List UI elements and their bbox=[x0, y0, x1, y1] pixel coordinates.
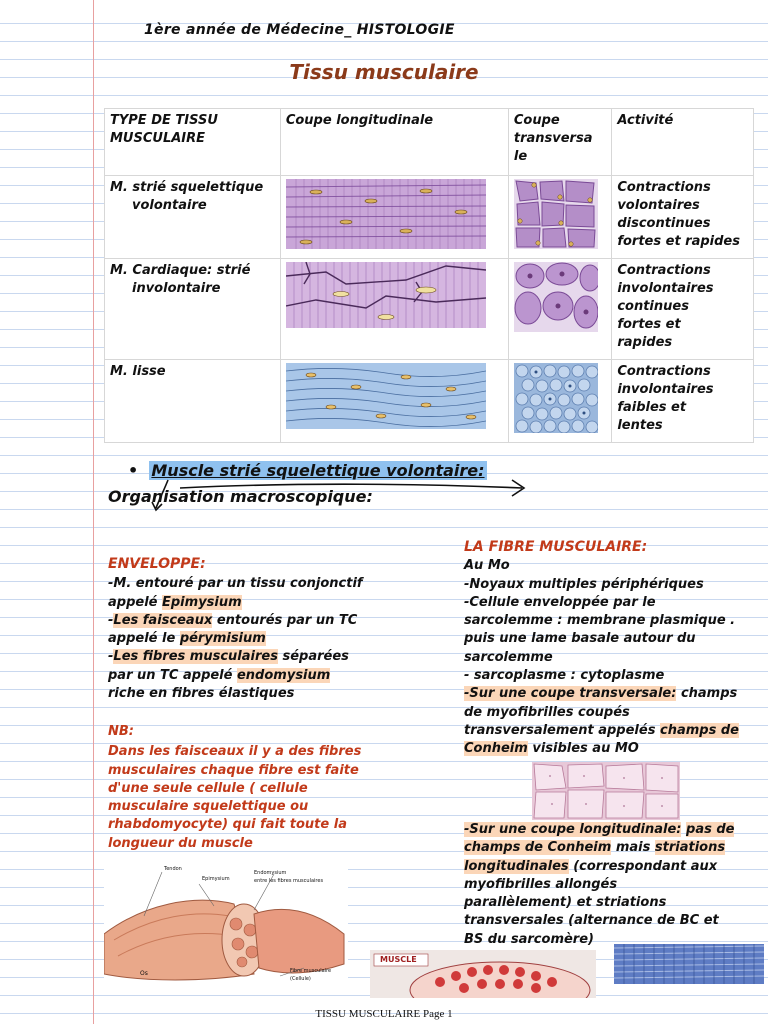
term-endomysium: endomysium bbox=[236, 667, 331, 683]
text-span: entourés par un TC bbox=[212, 612, 358, 628]
text-span: champs bbox=[676, 686, 738, 702]
header-cell-type: TYPE DE TISSU MUSCULAIRE bbox=[105, 109, 281, 176]
term-perymisium: pérymisium bbox=[179, 631, 266, 647]
activity-line: volontaires bbox=[617, 198, 700, 213]
conheim-fields-micrograph bbox=[532, 762, 680, 820]
activity-cell bbox=[612, 360, 754, 443]
muscle-types-table bbox=[104, 108, 754, 443]
activity-line: faibles et bbox=[617, 400, 687, 415]
figure-label-endomysium: Endomysium bbox=[254, 870, 287, 876]
activity-cell bbox=[612, 259, 754, 360]
term-faisceaux: Les faisceaux bbox=[113, 612, 213, 628]
term-striations: striations bbox=[654, 840, 726, 856]
fibre-au-mo: Au Mo bbox=[464, 558, 510, 574]
enveloppe-block bbox=[108, 555, 438, 703]
nb-heading: NB: bbox=[108, 724, 134, 739]
enveloppe-line bbox=[108, 648, 438, 666]
nb-line: rhabdomyocyte) qui fait toute la bbox=[108, 817, 347, 833]
muscle-anatomy-figure bbox=[104, 864, 348, 990]
figure-label-tendon: Tendon bbox=[164, 866, 182, 872]
cardiac-longitudinal-micrograph bbox=[286, 262, 486, 328]
table-header-row bbox=[105, 109, 754, 176]
header-cell-longitudinal: Coupe longitudinale bbox=[280, 109, 508, 176]
nb-line: Dans les faisceaux il y a des fibres bbox=[108, 744, 362, 760]
term-coupe-transversale: -Sur une coupe transversale: bbox=[464, 686, 677, 702]
figure-label-cellule: (Cellule) bbox=[290, 976, 311, 982]
fibre-line bbox=[464, 722, 764, 740]
enveloppe-heading: ENVELOPPE: bbox=[108, 556, 206, 572]
text-span: séparées bbox=[277, 649, 349, 665]
text-span: appelé bbox=[108, 594, 162, 610]
cardiac-transversal-micrograph bbox=[514, 262, 598, 332]
skeletal-transversal-micrograph bbox=[514, 179, 598, 249]
fibre-line: - sarcoplasme : cytoplasme bbox=[464, 668, 665, 684]
transversal-image-cell bbox=[508, 176, 611, 259]
term-longitudinales: longitudinales bbox=[464, 858, 569, 874]
enveloppe-line bbox=[108, 594, 438, 612]
fibre-line bbox=[464, 685, 764, 703]
type-cell bbox=[105, 176, 281, 259]
term-epimysium: Epimysium bbox=[162, 594, 242, 610]
fibre-heading: LA FIBRE MUSCULAIRE: bbox=[464, 539, 648, 555]
activity-line: continues bbox=[617, 299, 689, 314]
type-cell bbox=[105, 360, 281, 443]
activity-line: Contractions bbox=[617, 180, 711, 195]
enveloppe-line: riche en fibres élastiques bbox=[108, 686, 295, 702]
activity-line: involontaires bbox=[617, 281, 714, 296]
fibre-line: sarcolemme bbox=[464, 649, 553, 665]
term-champs-de: champs de bbox=[659, 722, 739, 738]
enveloppe-line bbox=[108, 667, 438, 685]
figure-banner-muscle: MUSCLE bbox=[380, 955, 417, 964]
table-row bbox=[105, 259, 754, 360]
type-label: M. strié squelettique bbox=[110, 180, 264, 195]
bullet-dot: • bbox=[128, 461, 150, 480]
enveloppe-line bbox=[108, 612, 438, 630]
activity-cell bbox=[612, 176, 754, 259]
fibre-line bbox=[464, 821, 764, 839]
activity-line: discontinues bbox=[617, 216, 711, 231]
nb-block bbox=[108, 723, 438, 853]
page-title: Tissu musculaire bbox=[289, 60, 479, 84]
text-span: visibles au MO bbox=[527, 741, 639, 757]
header-cell-transversal: Coupe transversa le bbox=[508, 109, 611, 176]
section-subtitle: Organisation macroscopique: bbox=[108, 487, 373, 506]
nb-line: longueur du muscle bbox=[108, 835, 253, 851]
activity-line: Contractions bbox=[617, 364, 711, 379]
bullet-title: Muscle strié squelettique volontaire: bbox=[151, 461, 485, 480]
muscle-schematic-figure bbox=[370, 950, 596, 998]
notebook-margin-line bbox=[93, 0, 94, 1024]
fibre-line: -Noyaux multiples périphériques bbox=[464, 576, 704, 592]
term-fibres-musculaires: Les fibres musculaires bbox=[113, 649, 278, 665]
page-footer: TISSU MUSCULAIRE Page 1 bbox=[315, 1008, 453, 1020]
text-span: transversalement appelés bbox=[464, 722, 660, 738]
text-span: (correspondant aux bbox=[568, 858, 718, 874]
term-champs-de-conheim: champs de Conheim bbox=[464, 840, 612, 856]
longitudinal-image-cell bbox=[280, 176, 508, 259]
text-span: par un TC appelé bbox=[108, 667, 237, 683]
term-conheim: Conheim bbox=[464, 741, 528, 757]
nb-line: d'une seule cellule ( cellule bbox=[108, 780, 308, 796]
enveloppe-line bbox=[108, 630, 438, 648]
text-span: - bbox=[108, 612, 114, 628]
skeletal-longitudinal-micrograph bbox=[286, 179, 486, 249]
activity-line: fortes et rapides bbox=[617, 234, 740, 249]
hand-drawn-arrow-icon bbox=[150, 474, 530, 514]
fibre-block bbox=[464, 538, 764, 759]
table-row bbox=[105, 176, 754, 259]
fibre-line bbox=[464, 740, 764, 758]
fibre-longitudinal-block bbox=[464, 821, 764, 949]
text-span: mais bbox=[611, 840, 655, 856]
longitudinal-image-cell bbox=[280, 360, 508, 443]
figure-label-fibre: Fibre musculaire bbox=[290, 968, 332, 974]
longitudinal-striations-micrograph bbox=[614, 944, 764, 984]
fibre-line bbox=[464, 858, 764, 876]
activity-line: Contractions bbox=[617, 263, 711, 278]
enveloppe-line: -M. entouré par un tissu conjonctif bbox=[108, 576, 363, 592]
nb-line: musculaires chaque fibre est faite bbox=[108, 762, 359, 778]
figure-label-endomysium-desc: entre les fibres musculaires bbox=[254, 878, 324, 884]
text-span: - bbox=[108, 649, 114, 665]
header-cell-activity: Activité bbox=[612, 109, 754, 176]
activity-line: fortes et bbox=[617, 317, 681, 332]
fibre-line: sarcolemme : membrane plasmique . bbox=[464, 613, 736, 629]
table-row bbox=[105, 360, 754, 443]
activity-line: involontaires bbox=[617, 382, 714, 397]
smooth-transversal-micrograph bbox=[514, 363, 598, 433]
nb-line: musculaire squelettique ou bbox=[108, 799, 309, 815]
type-cell bbox=[105, 259, 281, 360]
fibre-line: puis une lame basale autour du bbox=[464, 631, 696, 647]
type-label: M. lisse bbox=[110, 364, 166, 379]
text-span: appelé le bbox=[108, 631, 180, 647]
fibre-line: de myofibrilles coupés bbox=[464, 704, 630, 720]
fibre-line bbox=[464, 839, 764, 857]
longitudinal-image-cell bbox=[280, 259, 508, 360]
smooth-longitudinal-micrograph bbox=[286, 363, 486, 429]
transversal-image-cell bbox=[508, 360, 611, 443]
term-coupe-longitudinale: -Sur une coupe longitudinale: bbox=[464, 822, 682, 837]
type-label-continued: volontaire bbox=[132, 198, 207, 213]
figure-label-epimysium: Epimysium bbox=[202, 876, 230, 882]
activity-line: lentes bbox=[617, 418, 663, 433]
fibre-line: myofibrilles allongés bbox=[464, 876, 618, 892]
page-header: 1ère année de Médecine_ HISTOLOGIE bbox=[144, 22, 455, 38]
fibre-line: parallèlement) et striations bbox=[464, 895, 667, 911]
activity-line: rapides bbox=[617, 335, 673, 350]
transversal-image-cell bbox=[508, 259, 611, 360]
fibre-line: BS du sarcomère) bbox=[464, 931, 594, 947]
type-label: M. Cardiaque: strié bbox=[110, 263, 251, 278]
fibre-line: -Cellule enveloppée par le bbox=[464, 594, 656, 610]
fibre-line: transversales (alternance de BC et bbox=[464, 913, 719, 929]
term-pas-de: pas de bbox=[686, 822, 735, 837]
figure-label-os: Os bbox=[140, 970, 148, 977]
type-label-continued: involontaire bbox=[132, 281, 221, 296]
